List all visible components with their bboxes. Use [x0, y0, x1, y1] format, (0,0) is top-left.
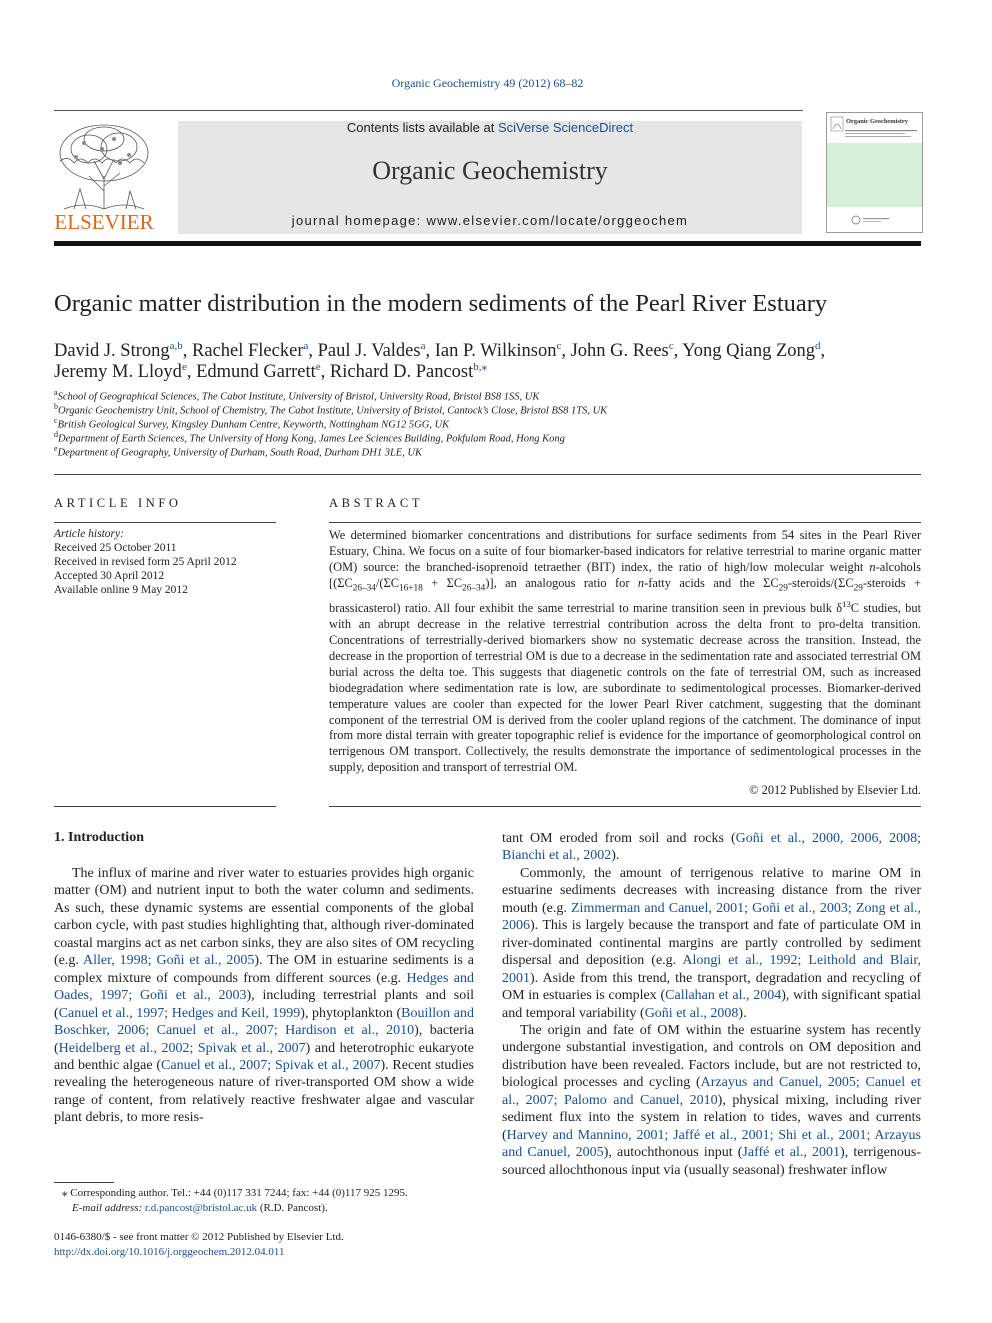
body-text: Commonly, the amount of terrigenous relative to marine OM in estuarine sediments decreases with increasing distance from the river mouth (e.g.	[502, 865, 921, 916]
email-suffix: (R.D. Pancost).	[257, 1201, 328, 1214]
citation-link[interactable]: Heidelberg et al., 2002; Spivak et al., 2007	[58, 1040, 306, 1056]
journal-citation-link[interactable]: Organic Geochemistry 49 (2012) 68–82	[391, 76, 584, 90]
front-matter	[54, 1230, 344, 1259]
email-label: E-mail address:	[72, 1201, 143, 1214]
email-line	[54, 1201, 408, 1216]
affiliation-text: Organic Geochemistry Unit, School of Chemistry, The Cabot Institute, University of Bristol, Cantock’s Close, Bristol BS8 1TS, UK	[58, 405, 608, 417]
paragraph	[502, 830, 921, 865]
citation-link[interactable]: Bouillon and Boschker, 2006; Canuel et al., 2007; Hardison et al., 2010	[54, 1005, 474, 1039]
footnote-rule	[54, 1182, 114, 1183]
doi-link[interactable]: http://dx.doi.org/10.1016/j.orggeochem.2012.04.011	[54, 1245, 285, 1258]
journal-name: Organic Geochemistry	[372, 156, 608, 185]
header-top-rule	[54, 110, 803, 111]
affiliation-key: c	[54, 416, 58, 425]
elsevier-logo	[54, 121, 154, 233]
email-link[interactable]: r.d.pancost@bristol.ac.uk	[144, 1201, 258, 1214]
affiliation-text: School of Geographical Sciences, The Cabot Institute, University of Bristol, University Road, Bristol BS8 1SS, UK	[57, 391, 540, 403]
body-text: The origin and fate of OM within the estuarine system has recently undergone substantial investigation, and controls on OM deposition and distribution have been revealed. Factors include, but are not restricted to, biological processes and cycling (	[502, 1022, 921, 1091]
abstract-heading: ABSTRACT	[329, 496, 424, 510]
affiliation	[54, 430, 565, 445]
body-text: ). This is largely because the transport and fate of particulate OM in river-dominated continental margins are partly controlled by sediment dispersal and deposition (e.g.	[502, 918, 921, 969]
section-divider	[54, 474, 921, 475]
affiliation-text: Department of Geography, University of Durham, South Road, Durham DH1 3LE, UK	[57, 447, 423, 459]
history-accepted: Accepted 30 April 2012	[54, 570, 165, 582]
citation-link[interactable]: Canuel et al., 1997; Hedges and Keil, 1999	[58, 1005, 301, 1021]
abstract-rule	[329, 522, 921, 523]
affiliation-key: d	[54, 430, 58, 439]
abstract-copyright: © 2012 Published by Elsevier Ltd.	[749, 783, 921, 797]
history-revised: Received in revised form 25 April 2012	[54, 556, 237, 568]
elsevier-tree-icon	[54, 121, 154, 233]
abstract-bottom-rule	[329, 806, 921, 807]
author-name[interactable]: Paul J. Valdes	[317, 341, 421, 362]
body-text: ), including terrestrial plants and soil (	[54, 988, 475, 1021]
affiliation-key: e	[54, 444, 58, 453]
author-affiliation-mark[interactable]: c	[668, 340, 674, 352]
citation-link[interactable]: Alongi et al., 1992; Leithold and Blair, 2001	[502, 953, 921, 986]
body-text: ).	[738, 1005, 747, 1021]
journal-cover-icon	[827, 113, 922, 232]
citation-link[interactable]: Arzayus and Canuel, 2005; Canuel et al., 2007; Palomo and Canuel, 2010	[502, 1075, 921, 1108]
paragraph	[502, 865, 921, 1022]
article-title: Organic matter distribution in the modern sediments of the Pearl River Estuary	[54, 290, 828, 317]
author-name[interactable]: Jeremy M. Lloyd	[54, 362, 182, 383]
contents-line	[178, 120, 802, 135]
author-name[interactable]: Rachel Flecker	[192, 341, 304, 362]
paragraph	[502, 1022, 921, 1179]
author-separator: ,	[820, 341, 826, 362]
issn-line: 0146-6380/$ - see front matter © 2012 Published by Elsevier Ltd.	[54, 1231, 344, 1243]
abstract-body: We determined biomarker concentrations and distributions for surface sediments from 54 sites in the Pearl River Estuary, China. We focus on a suite of four biomarker-based indicators for relative terrestrial to marine organic matter (OM) source: the branched-isoprenoid tetraether (BIT) index, the ratio of high/low molecular weight n-alcohols [$(\Sigma C_{26-34}/(\Sigma C_{16+18} + \Sigma C_{26-34})]$, an analogous ratio for n-fatty acids and the $\Sigma C_{29}-steroids/(\Sigma C_{29}$-steroids + brassicasterol) ratio. All four exhibit the same terrestrial to marine transition seen in previous bulk $\delta^{13}C$ studies, but with an abrupt decrease in the relative terrestrial contribution across the delta front to pro-delta transition. Concentrations of terrestrially-derived biomarkers show no systematic decrease across the transition. Instead, the decrease in the proportion of terrestrial OM is due to a decrease in the sedimentation rate and associated terrestrial OM burial across the delta toe. This suggests that diagenetic controls on the fate of terrestrial OM, such as increased biodegradation where sedimentation rate is low, are subordinate to sedimentological processes. Biomarker-derived temperature values are cooler than expected for the lower Pearl River catchment, suggesting that the dominant component of the terrestrial OM is derived from the cooler upland regions of the catchment. The dominance of input from more distal terrain with greater topographic relief is evidence for the importance of geomorphological control on terrigenous OM transport. Collectively, the results demonstrate the importance of sedimentological processes in the supply, deposition and transport of terrestrial OM.	[329, 528, 922, 775]
body-text: ), with significant spatial and temporal variability (	[502, 988, 921, 1021]
article-info-heading: ARTICLE INFO	[54, 496, 182, 510]
corresponding-author-footnote	[54, 1186, 408, 1215]
author-separator: ,	[308, 341, 318, 362]
author-separator: ,	[673, 341, 683, 362]
author-name[interactable]: Yong Qiang Zong	[682, 341, 816, 362]
author-name[interactable]: Ian P. Wilkinson	[434, 341, 557, 362]
citation-link[interactable]: Hedges and Oades, 1997; Goñi et al., 2003	[54, 970, 474, 1004]
body-text: ). Recent studies revealing the heterogeneous nature of river-transported OM show a wide range of content, from relatively reactive freshwater algae and vascular plant debris, to more resis-	[54, 1057, 474, 1126]
author-separator: ,	[425, 341, 435, 362]
body-column-right	[502, 830, 921, 1179]
article-info-bottom-rule	[54, 806, 276, 807]
author-separator: ,	[186, 362, 197, 383]
author-name[interactable]: Richard D. Pancost	[329, 362, 474, 383]
citation-link[interactable]: Callahan et al., 2004	[665, 988, 782, 1004]
author-separator: ,	[182, 341, 193, 362]
body-text: ), phytoplankton (	[300, 1005, 402, 1021]
citation-link[interactable]: Goñi et al., 2008	[644, 1005, 739, 1021]
journal-homepage-link[interactable]: journal homepage: www.elsevier.com/locate/orggeochem	[291, 213, 689, 228]
body-text: The influx of marine and river water to estuaries provides high organic matter (OM) and nutrient input to both the water column and sediments. As such, these dynamic systems are essential components of the global carbon cycle, with past studies highlighting that, although river-dominated coastal margins act as net carbon sinks, they are also sites of OM recycling (e.g.	[54, 866, 474, 969]
author-affiliation-mark[interactable]: c	[556, 340, 562, 352]
history-label: Article history:	[54, 528, 124, 540]
journal-cover-thumbnail	[826, 112, 923, 233]
body-text: ), bacteria (	[54, 1023, 474, 1056]
body-text: ), terrigenous-sourced allochthonous input via (usually seasonal) freshwater inflow	[502, 1145, 922, 1178]
author-affiliation-mark[interactable]: a	[420, 340, 426, 352]
contents-prefix: Contents lists available at	[346, 120, 498, 135]
body-text: ), physical mixing, including river sediment flux into the system in relation to tides, waves and currents (	[502, 1092, 921, 1143]
author-separator: ,	[561, 341, 571, 362]
author-affiliation-mark[interactable]: e	[181, 361, 187, 373]
body-text: ), autochthonous input (	[603, 1145, 743, 1161]
affiliation	[54, 388, 539, 403]
affiliation	[54, 444, 422, 459]
sciencedirect-link[interactable]: SciVerse ScienceDirect	[497, 120, 634, 135]
author-affiliation-mark[interactable]: a,b	[169, 340, 183, 352]
body-text: ) and heterotrophic eukaryote and benthic algae (	[54, 1040, 474, 1073]
body-text: ). The OM in estuarine sediments is a complex mixture of compounds from different sources (e.g.	[54, 953, 474, 986]
citation-link[interactable]: Canuel et al., 2007; Spivak et al., 2007	[161, 1057, 381, 1073]
body-text: ).	[611, 848, 620, 864]
history-received: Received 25 October 2011	[54, 542, 177, 554]
affiliation-key: a	[54, 388, 58, 397]
citation-link[interactable]: Zimmerman and Canuel, 2001; Goñi et al., 2003; Zong et al., 2006	[502, 900, 921, 934]
header-thick-rule	[54, 241, 921, 246]
citation-link[interactable]: Jaffé et al., 2001	[742, 1145, 841, 1161]
body-text: ). Aside from this trend, the transport, degradation and recycling of OM in estuaries is complex (	[502, 970, 921, 1004]
affiliation-text: British Geological Survey, Kingsley Dunham Centre, Keyworth, Nottingham NG12 5GG, UK	[57, 419, 450, 431]
affiliation-text: Department of Earth Sciences, The University of Hong Kong, James Lee Sciences Building, Pokfulam Road, Hong Kong	[58, 433, 565, 445]
body-column-left	[54, 865, 474, 1127]
history-online: Available online 9 May 2012	[54, 584, 188, 596]
paragraph	[54, 865, 474, 1127]
publisher-name: ELSEVIER	[54, 210, 154, 233]
author-name[interactable]: John G. Rees	[570, 341, 669, 362]
affiliation	[54, 416, 449, 431]
author-name[interactable]: David J. Strong	[54, 341, 170, 362]
author-affiliation-mark[interactable]: d	[815, 340, 821, 352]
author-affiliation-mark[interactable]: b,⁎	[473, 361, 488, 373]
article-info-rule	[54, 522, 276, 523]
body-text: tant OM eroded from soil and rocks (	[502, 831, 736, 846]
author-name[interactable]: Edmund Garrett	[196, 362, 316, 383]
citation-link[interactable]: Aller, 1998; Goñi et al., 2005	[83, 953, 255, 969]
citation-link[interactable]: Goñi et al., 2000, 2006, 2008; Bianchi et al., 2002	[502, 831, 921, 864]
author-affiliation-mark[interactable]: e	[315, 361, 321, 373]
affiliation	[54, 402, 607, 417]
author-line-2	[54, 357, 934, 383]
introduction-heading: 1. Introduction	[54, 830, 144, 845]
citation-link[interactable]: Harvey and Mannino, 2001; Jaffé et al., 2001; Shi et al., 2001; Arzayus and Canuel, 2005	[502, 1127, 921, 1161]
affiliation-key: b	[54, 402, 58, 411]
cover-title: Organic Geochemistry	[846, 118, 908, 125]
author-affiliation-mark[interactable]: a	[303, 340, 309, 352]
corresponding-author-line: ⁎ Corresponding author. Tel.: +44 (0)117 331 7244; fax: +44 (0)117 925 1295.	[62, 1187, 408, 1199]
author-separator: ,	[320, 362, 330, 383]
